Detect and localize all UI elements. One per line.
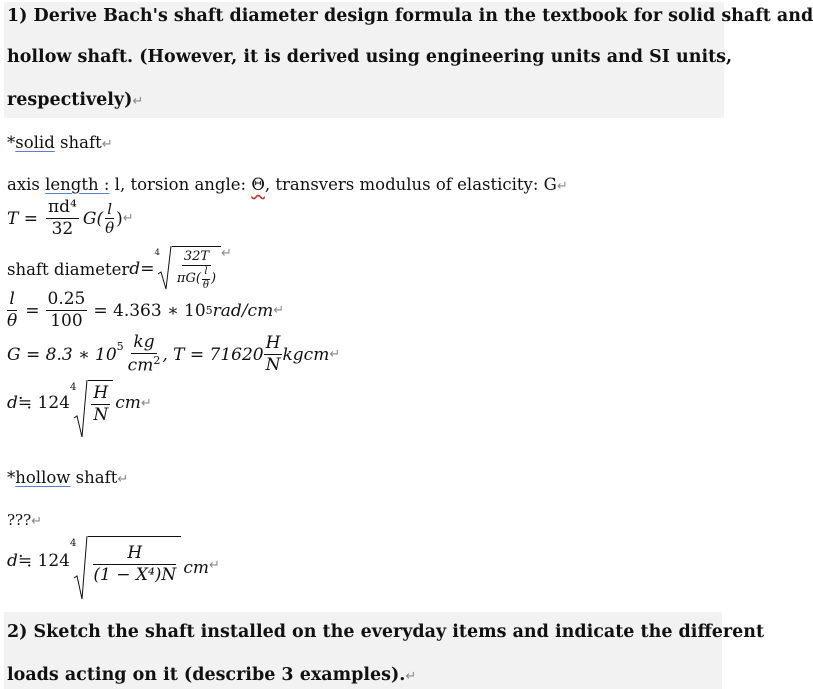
eq2-den-pre: πG( <box>176 271 201 287</box>
eq1-fraction <box>46 197 79 241</box>
eq5-fraction <box>91 383 110 427</box>
paragraph-mark: ↵ <box>208 558 220 573</box>
question-1-line-2 <box>7 47 732 67</box>
eq2-fraction <box>175 249 218 292</box>
eq4-unit: kgcm <box>282 344 330 365</box>
question-2-line-2 <box>7 665 416 685</box>
solid-shaft-heading <box>7 133 113 152</box>
eq1-denominator: 32 <box>51 219 74 240</box>
eq2-d: d <box>129 259 141 280</box>
paragraph-mark: ↵ <box>405 669 417 684</box>
paragraph-mark: ↵ <box>329 347 341 363</box>
paragraph-mark: ↵ <box>273 303 285 319</box>
radical-sign <box>74 380 88 427</box>
solid-diameter-result <box>7 380 152 427</box>
hollow-star: * <box>7 468 16 487</box>
question-2-line-1 <box>7 622 764 642</box>
eq5-den: N <box>93 405 109 426</box>
eq2-root-body <box>172 246 221 292</box>
eq1-lhs: T = <box>7 208 38 229</box>
eq5-root <box>70 380 113 427</box>
eq4-num: kg <box>131 332 156 354</box>
axis-pre: axis <box>7 175 46 194</box>
paragraph-mark: ↵ <box>31 514 43 529</box>
eq4-fraction-hn <box>264 333 283 377</box>
eq5-d: d <box>7 393 18 414</box>
eq6-root-index: 4 <box>70 538 77 549</box>
eq3-unit: rad/cm <box>212 300 274 321</box>
eq3-eq: = <box>25 300 40 321</box>
eq4-hn: H <box>264 333 283 355</box>
theta-symbol: Θ <box>251 175 265 194</box>
question-marks: ??? <box>7 511 32 529</box>
paragraph-mark: ↵ <box>101 137 113 152</box>
modulus-torque-equation <box>7 332 340 377</box>
eq1-g: G( <box>82 208 104 229</box>
eq5-approx: ≒ 124 <box>17 393 70 414</box>
eq6-approx: ≒ 124 <box>17 551 70 572</box>
eq5-unit: cm <box>115 393 141 414</box>
eq6-den: (1 − X⁴)N <box>93 565 177 586</box>
question-1-line-2-text: hollow shaft. (However, it is derived using engineering units and SI units, <box>7 47 733 67</box>
hollow-shaft-heading <box>7 468 128 487</box>
eq3-den-2: 100 <box>50 311 83 332</box>
eq6-root-body <box>88 536 181 587</box>
eq3-den-1: θ <box>7 311 18 332</box>
paragraph-mark: ↵ <box>221 246 232 261</box>
eq4-den-base: cm <box>127 355 154 376</box>
eq6-num: H <box>93 543 176 565</box>
hollow-rest: shaft <box>70 468 118 487</box>
axis-definitions <box>7 175 568 194</box>
radical-sign <box>158 246 172 292</box>
axis-mid: l, torsion angle: <box>109 175 252 194</box>
hollow-word: hollow <box>15 468 71 487</box>
question-1-line-3-text: respectively) <box>7 90 133 110</box>
solid-star: * <box>7 133 16 152</box>
eq5-num: H <box>91 383 110 405</box>
eq1-close: ) <box>116 208 123 229</box>
axis-length-word: length : <box>45 175 110 194</box>
eq3-rhs: = 4.363 ∗ 10 <box>93 300 206 321</box>
eq4-mid: , T = 71620 <box>162 344 264 365</box>
question-2-line-2-text: loads acting on it (describe 3 examples). <box>7 665 406 685</box>
eq6-fraction <box>91 543 178 587</box>
eq3-exp: 5 <box>205 304 213 318</box>
shaft-diameter-equation <box>7 246 232 292</box>
eq1-numerator: πd⁴ <box>46 197 79 219</box>
eq2-eq: = <box>140 259 155 280</box>
eq6-root <box>70 536 181 587</box>
question-1-line-1 <box>7 6 813 26</box>
eq4-exp: 5 <box>116 340 124 353</box>
paragraph-mark: ↵ <box>117 472 129 487</box>
paragraph-mark: ↵ <box>556 179 568 194</box>
solid-rest: shaft <box>54 133 102 152</box>
hollow-diameter-result <box>7 536 220 587</box>
eq4-den-exp: 2 <box>153 354 161 368</box>
eq1-inner-den: θ <box>105 219 115 238</box>
eq6-d: d <box>7 551 18 572</box>
solid-word: solid <box>15 133 55 152</box>
eq1-inner-fraction <box>103 200 116 239</box>
eq1-inner-num: l <box>107 199 113 218</box>
eq6-unit: cm <box>183 558 209 578</box>
paragraph-mark: ↵ <box>132 94 144 109</box>
eq5-root-body <box>88 380 113 427</box>
question-1-line-1-text: 1) Derive Bach's shaft diameter design formula in the textbook for solid shaft and <box>7 6 813 26</box>
eq2-inner-den: θ <box>202 279 209 291</box>
eq2-root <box>154 246 221 292</box>
radical-sign <box>74 536 88 587</box>
paragraph-mark: ↵ <box>122 211 134 227</box>
torque-equation <box>7 197 134 241</box>
eq4-g: G = 8.3 ∗ 10 <box>7 344 117 365</box>
eq2-label: shaft diameter <box>7 259 130 279</box>
eq3-fraction-1 <box>5 289 19 333</box>
eq4-fraction-kg <box>126 332 163 377</box>
eq2-den-post: ) <box>210 271 217 287</box>
eq3-num-1: l <box>7 289 16 311</box>
eq4-den <box>126 354 163 377</box>
eq3-fraction-2 <box>46 289 88 333</box>
eq2-root-index: 4 <box>154 248 160 258</box>
eq4-hd: N <box>265 355 281 376</box>
eq3-num-2: 0.25 <box>46 289 88 311</box>
eq2-numerator: 32T <box>182 249 211 266</box>
question-2-line-1-text: 2) Sketch the shaft installed on the everyday items and indicate the different <box>7 622 765 642</box>
paragraph-mark: ↵ <box>140 395 152 411</box>
angle-ratio-equation <box>5 289 284 333</box>
eq5-root-index: 4 <box>70 382 77 393</box>
question-1-line-3 <box>7 90 143 110</box>
unknown-marker <box>7 511 42 529</box>
eq2-inner-num: l <box>202 266 209 280</box>
axis-post: , transvers modulus of elasticity: G <box>264 175 557 194</box>
